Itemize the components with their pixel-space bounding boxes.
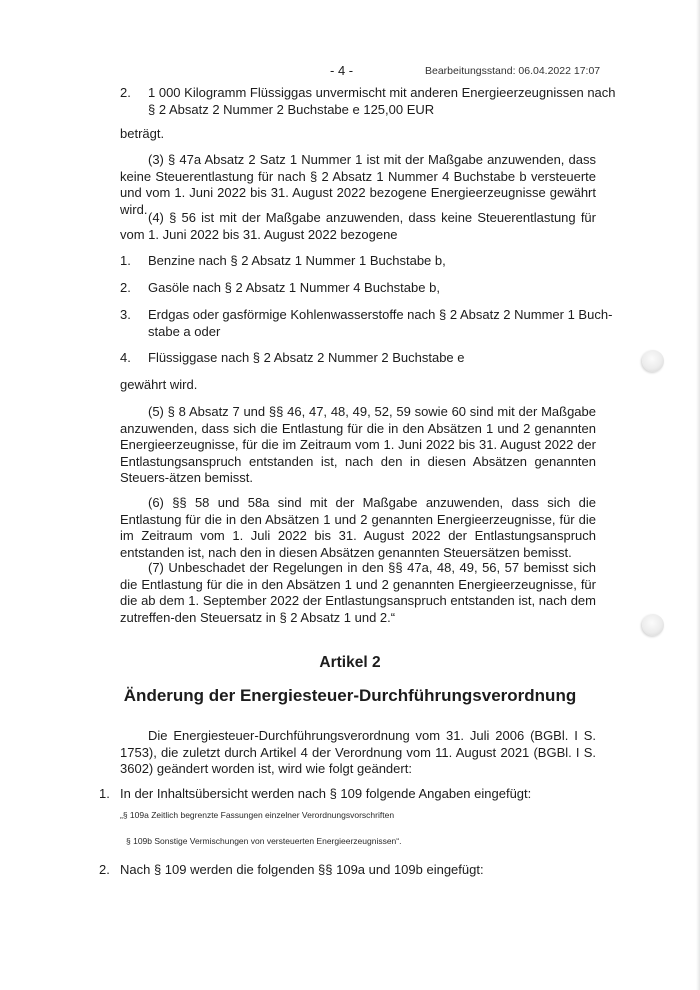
list-item-text: Flüssiggase nach § 2 Absatz 2 Nummer 2 Buchstabe e xyxy=(148,350,465,365)
list-item-text: 1 000 Kilogramm Flüssiggas unvermischt mit anderen Energieerzeugnissen nach xyxy=(148,85,616,100)
continuation-text: gewährt wird. xyxy=(120,377,198,392)
list-number: 3. xyxy=(120,307,131,322)
article-title: Änderung der Energiesteuer-Durchführungsverordnung xyxy=(123,686,577,705)
paragraph-3: (3) § 47a Absatz 2 Satz 1 Nummer 1 ist mit der Maßgabe anzuwenden, dass keine Steuerentlastung für nach § 2 Absatz 1 Nummer 4 Buchstabe b versteuerte und vom 1. Juni 2022 bis 31. August 2022 bezogene Energieerzeugnisse gewährt wird. xyxy=(120,152,596,217)
page-edge-shadow xyxy=(696,0,700,990)
list-item-text: Gasöle nach § 2 Absatz 1 Nummer 4 Buchstabe b, xyxy=(148,280,440,295)
punch-hole-icon xyxy=(642,350,664,372)
paragraph-4: (4) § 56 ist mit der Maßgabe anzuwenden, dass keine Steuerentlastung für vom 1. Juni 2022 bis 31. August 2022 bezogene xyxy=(120,210,596,242)
page-number: - 4 - xyxy=(330,63,354,78)
paragraph-7: (7) Unbeschadet der Regelungen in den §§ 47a, 48, 49, 56, 57 bemisst sich die Entlastung für die in den Absätzen 1 und 2 genannten Energieerzeugnisse, für die ab dem 1. September 2022 der Entlastungsanspruch entstanden ist, nach dem zutreffen-den Steuersatz in § 2 Absatz 1 und 2.“ xyxy=(120,560,596,625)
list-number: 2. xyxy=(120,85,131,100)
list-number: 2. xyxy=(120,280,131,295)
article-heading: Artikel 2 xyxy=(319,654,381,671)
list-item-text: Erdgas oder gasförmige Kohlenwasserstoffe nach § 2 Absatz 2 Nummer 1 Buch- xyxy=(148,307,613,322)
paragraph-6: (6) §§ 58 und 58a sind mit der Maßgabe anzuwenden, dass sich die Entlastung für die in den Absätzen 1 und 2 genannten Energieerzeugnisse, für die im Zeitraum vom 1. Juli 2022 bis 31. August 2022 der Entlastungsanspruch entstanden ist, nach den in diesen Absätzen genannten Steuersätzen bemisst. xyxy=(120,495,596,560)
list-number: 4. xyxy=(120,350,131,365)
editing-status: Bearbeitungsstand: 06.04.2022 17:07 xyxy=(425,65,601,77)
list-item-text: In der Inhaltsübersicht werden nach § 109 folgende Angaben eingefügt: xyxy=(120,786,532,801)
list-item-text-continued: § 2 Absatz 2 Nummer 2 Buchstabe e 125,00 EUR xyxy=(148,102,435,117)
punch-hole-icon xyxy=(642,614,664,636)
list-number: 1. xyxy=(120,253,131,268)
article-intro: Die Energiesteuer-Durchführungsverordnung vom 31. Juli 2006 (BGBl. I S. 1753), die zuletzt durch Artikel 4 der Verordnung vom 11. August 2021 (BGBl. I S. 3602) geändert worden ist, wird wie folgt geändert: xyxy=(120,728,596,776)
list-item-text: Nach § 109 werden die folgenden §§ 109a und 109b eingefügt: xyxy=(120,862,484,877)
list-item-text: Benzine nach § 2 Absatz 1 Nummer 1 Buchstabe b, xyxy=(148,253,446,268)
paragraph-5: (5) § 8 Absatz 7 und §§ 46, 47, 48, 49, 52, 59 sowie 60 sind mit der Maßgabe anzuwenden, dass sich die Entlastung für die in den Absätzen 1 und 2 genannten Energieerzeugnisse, für die im Zeitraum vom 1. Juni 2022 bis 31. August 2022 der Entlastungsanspruch entstanden ist, nach den in diesen Absätzen genannten Steuers-ätzen bemisst. xyxy=(120,404,596,485)
continuation-text: beträgt. xyxy=(120,126,165,141)
toc-entry-109b: § 109b Sonstige Vermischungen von versteuerten Energieerzeugnissen“. xyxy=(126,836,402,846)
list-item-text-continued: stabe a oder xyxy=(148,324,221,339)
list-number: 1. xyxy=(99,786,110,801)
toc-entry-109a: „§ 109a Zeitlich begrenzte Fassungen einzelner Verordnungsvorschriften xyxy=(120,810,395,820)
list-number: 2. xyxy=(99,862,110,877)
